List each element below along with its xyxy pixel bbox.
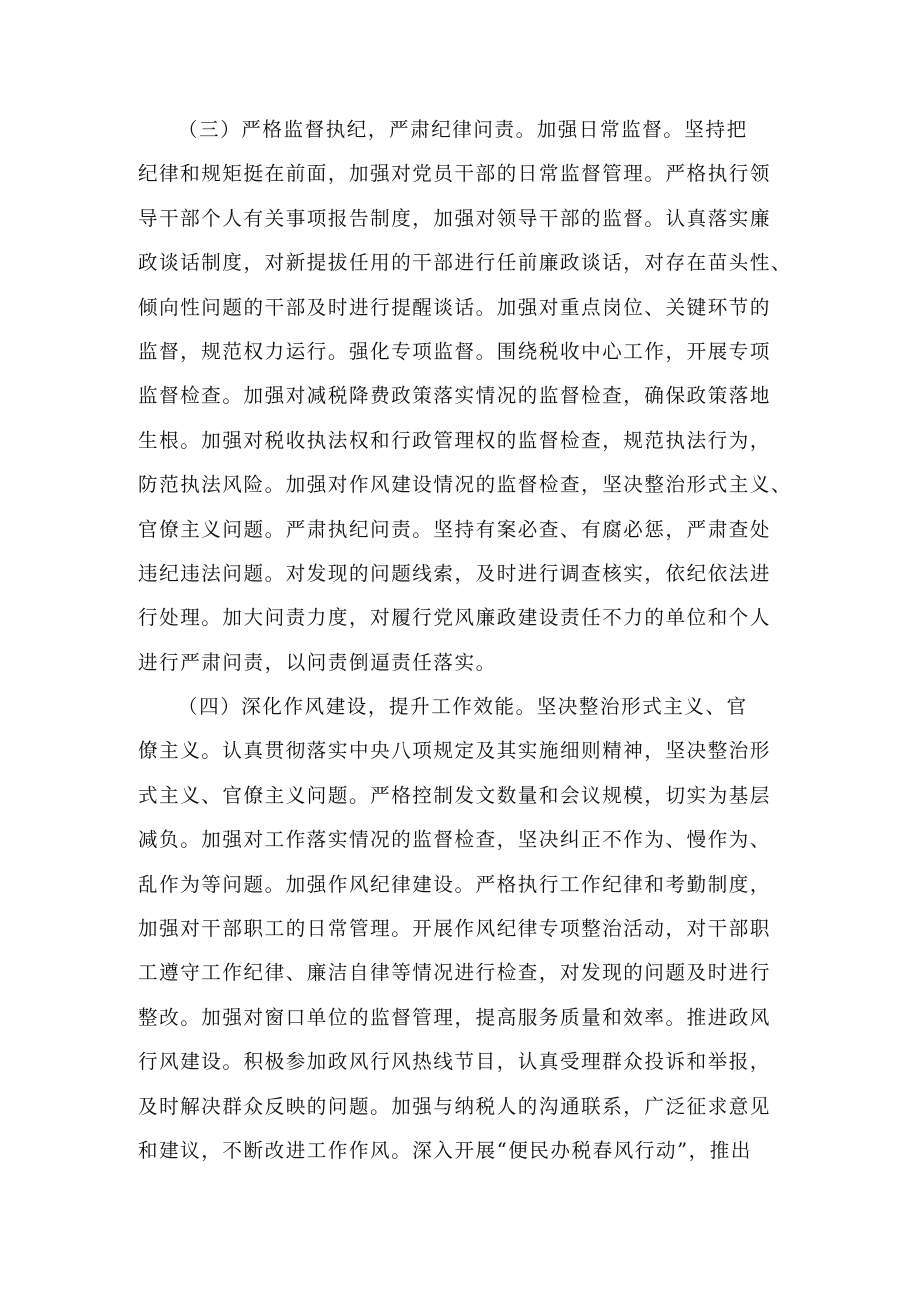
text-line: 式主义、官僚主义问题。严格控制发文数量和会议规模，切实为基层 [138,783,772,807]
text-line: 及时解决群众反映的问题。加强与纳税人的沟通联系，广泛征求意见 [138,1094,772,1118]
text-line: 生根。加强对税收执法权和行政管理权的监督检查，规范执法行为， [138,428,772,452]
text-line: 工遵守工作纪律、廉洁自律等情况进行检查，对发现的问题及时进行 [138,961,772,985]
text-line: 乱作为等问题。加强作风纪律建设。严格执行工作纪律和考勤制度， [138,872,772,896]
text-line: 整改。加强对窗口单位的监督管理，提高服务质量和效率。推进政风 [138,1005,772,1029]
text-line: 监督检查。加强对减税降费政策落实情况的监督检查，确保政策落地 [138,384,772,408]
text-line: 进行严肃问责，以问责倒逼责任落实。 [138,650,497,674]
text-line: 官僚主义问题。严肃执纪问责。坚持有案必查、有腐必惩，严肃查处 [138,517,772,541]
text-line: （四）深化作风建设，提升工作效能。坚决整治形式主义、官 [178,695,748,719]
text-line: 减负。加强对工作落实情况的监督检查，坚决纠正不作为、慢作为、 [138,828,772,852]
document-body [138,108,798,1173]
text-line: 监督，规范权力运行。强化专项监督。围绕税收中心工作，开展专项 [138,339,772,363]
text-line: 加强对干部职工的日常管理。开展作风纪律专项整治活动，对干部职 [138,917,772,941]
text-line: 和建议，不断改进工作作风。深入开展“便民办税春风行动”，推出 [138,1138,752,1162]
paragraph-4-work-style [138,685,798,1173]
text-line: 政谈话制度，对新提拔任用的干部进行任前廉政谈话，对存在苗头性、 [138,251,793,275]
text-line: 行风建设。积极参加政风行风热线节目，认真受理群众投诉和举报， [138,1050,772,1074]
text-line: 防范执法风险。加强对作风建设情况的监督检查，坚决整治形式主义、 [138,473,793,497]
text-line: 纪律和规矩挺在前面，加强对党员干部的日常监督管理。严格执行领 [138,162,772,186]
text-line: 行处理。加大问责力度，对履行党风廉政建设责任不力的单位和个人 [138,606,772,630]
text-line: 僚主义。认真贯彻落实中央八项规定及其实施细则精神，坚决整治形 [138,739,772,763]
text-line: 违纪违法问题。对发现的问题线索，及时进行调查核实，依纪依法进 [138,561,772,585]
paragraph-3-supervision [138,108,798,685]
text-line: （三）严格监督执纪，严肃纪律问责。加强日常监督。坚持把 [178,118,748,141]
text-line: 导干部个人有关事项报告制度，加强对领导干部的监督。认真落实廉 [138,206,772,230]
text-line: 倾向性问题的干部及时进行提醒谈话。加强对重点岗位、关键环节的 [138,295,772,319]
